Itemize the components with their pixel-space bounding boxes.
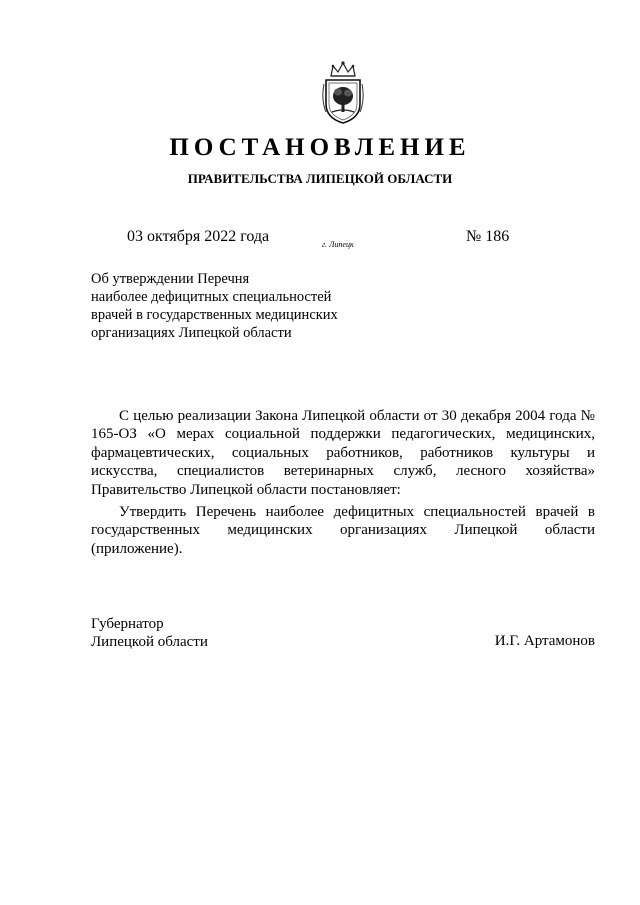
document-number: № 186 [466,228,510,245]
body-paragraph-preamble: С целью реализации Закона Липецкой области от 30 декабря 2004 года № 165-ОЗ «О мерах социальной поддержки педагогических, медицинских, фармацевтических, социальных работников, работников культуры и искусства, специалистов ветеринарных служб, лесного хозяйства» Правительство Липецкой области постановляет: [91,408,595,498]
document-subject [91,270,338,342]
issuing-authority: ПРАВИТЕЛЬСТВА ЛИПЕЦКОЙ ОБЛАСТИ [187,171,453,186]
document-date: 03 октября 2022 года [127,228,270,245]
document-city: г. Липецк [322,240,354,249]
signatory-role-line: Липецкой области [91,634,208,651]
signatory-name: И.Г. Артамонов [494,633,595,649]
signatory-role-line: Губернатор [91,616,164,632]
signatory-position [91,615,208,652]
document-title: ПОСТАНОВЛЕНИЕ [169,134,471,161]
coat-of-arms-icon [318,60,368,126]
subject-line: врачей в государственных медицинских [91,307,338,323]
body-paragraph-resolution: Утвердить Перечень наиболее дефицитных специальностей врачей в государственных медицинских организациях Липецкой области (приложение). [91,504,595,557]
subject-line: организациях Липецкой области [91,325,292,341]
subject-line: наиболее дефицитных специальностей [91,289,332,305]
subject-line: Об утверждении Перечня [91,271,250,287]
